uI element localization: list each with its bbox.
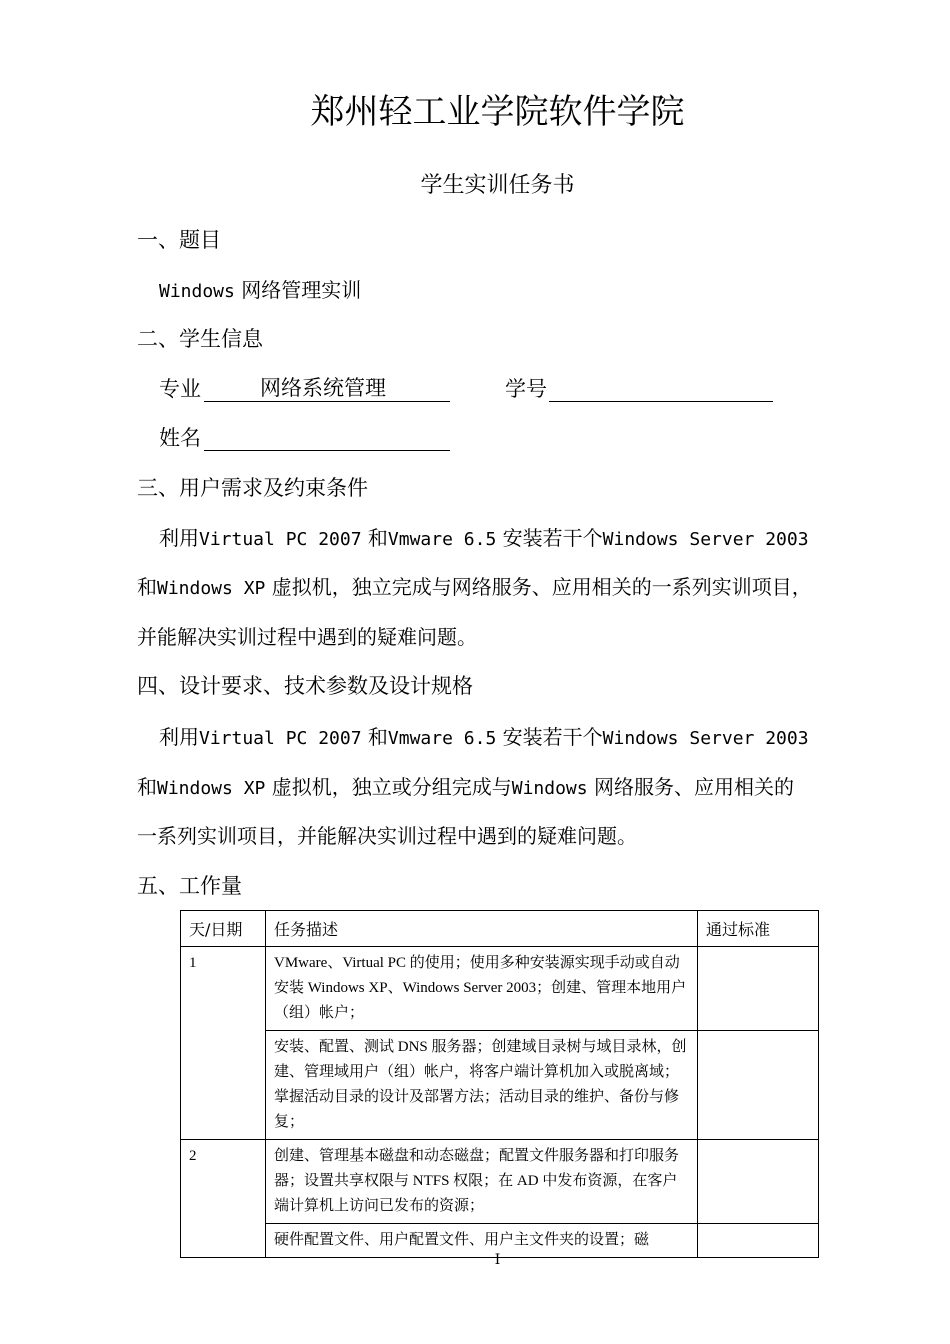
task-cell: 安装、配置、测试 DNS 服务器；创建域目录树与域目录林，创建、管理域用户（组）帐户，将客户端计算机加入或脱离域；掌握活动目录的设计及部署方法；活动目录的维护、备份与修复； <box>266 1031 698 1140</box>
major-label: 专业 <box>159 377 201 401</box>
design-line-3: 一系列实训项目，并能解决实训过程中遇到的疑难问题。 <box>137 824 637 848</box>
day-cell: 2 <box>181 1140 266 1258</box>
student-id-label: 学号 <box>505 377 547 401</box>
section-heading-design: 四、设计要求、技术参数及设计规格 <box>137 674 473 698</box>
header-day: 天/日期 <box>181 911 266 947</box>
topic-text: Windows 网络管理实训 <box>159 278 362 302</box>
page-subtitle: 学生实训任务书 <box>420 173 575 198</box>
section-heading-student-info: 二、学生信息 <box>137 327 263 351</box>
table-row <box>181 1140 819 1224</box>
header-task: 任务描述 <box>266 911 698 947</box>
workload-table <box>180 910 819 1258</box>
task-cell: 硬件配置文件、用户配置文件、用户主文件夹的设置；磁 <box>266 1224 698 1258</box>
design-line-2: 和Windows XP 虚拟机，独立或分组完成与Windows 网络服务、应用相关的 <box>137 775 794 799</box>
task-cell: 创建、管理基本磁盘和动态磁盘；配置文件服务器和打印服务器；设置共享权限与 NTFS 权限；在 AD 中发布资源，在客户端计算机上访问已发布的资源； <box>266 1140 698 1224</box>
name-label: 姓名 <box>159 426 201 450</box>
task-cell: VMware、Virtual PC 的使用；使用多种安装源实现手动或自动安装 Windows XP、Windows Server 2003；创建、管理本地用户（组）帐户； <box>266 947 698 1031</box>
design-line-1: 利用Virtual PC 2007 和Vmware 6.5 安装若干个Windows Server 2003 <box>159 725 809 749</box>
section-heading-topic: 一、题目 <box>137 228 221 252</box>
name-underline <box>204 450 450 451</box>
standard-cell <box>698 1031 819 1140</box>
requirements-line-2: 和Windows XP 虚拟机，独立完成与网络服务、应用相关的一系列实训项目， <box>137 575 812 599</box>
day-cell: 1 <box>181 947 266 1140</box>
major-value: 网络系统管理 <box>260 376 386 400</box>
page-number: I <box>494 1252 501 1268</box>
section-heading-workload: 五、工作量 <box>137 874 242 898</box>
header-standard: 通过标准 <box>698 911 819 947</box>
page-title: 郑州轻工业学院软件学院 <box>310 92 685 132</box>
section-heading-requirements: 三、用户需求及约束条件 <box>137 476 368 500</box>
table-header-row <box>181 911 819 947</box>
requirements-line-1: 利用Virtual PC 2007 和Vmware 6.5 安装若干个Windows Server 2003 <box>159 526 809 550</box>
standard-cell <box>698 947 819 1031</box>
standard-cell <box>698 1140 819 1224</box>
requirements-line-3: 并能解决实训过程中遇到的疑难问题。 <box>137 625 477 649</box>
table-row <box>181 947 819 1031</box>
table-row <box>181 1031 819 1140</box>
student-id-underline <box>549 401 773 402</box>
